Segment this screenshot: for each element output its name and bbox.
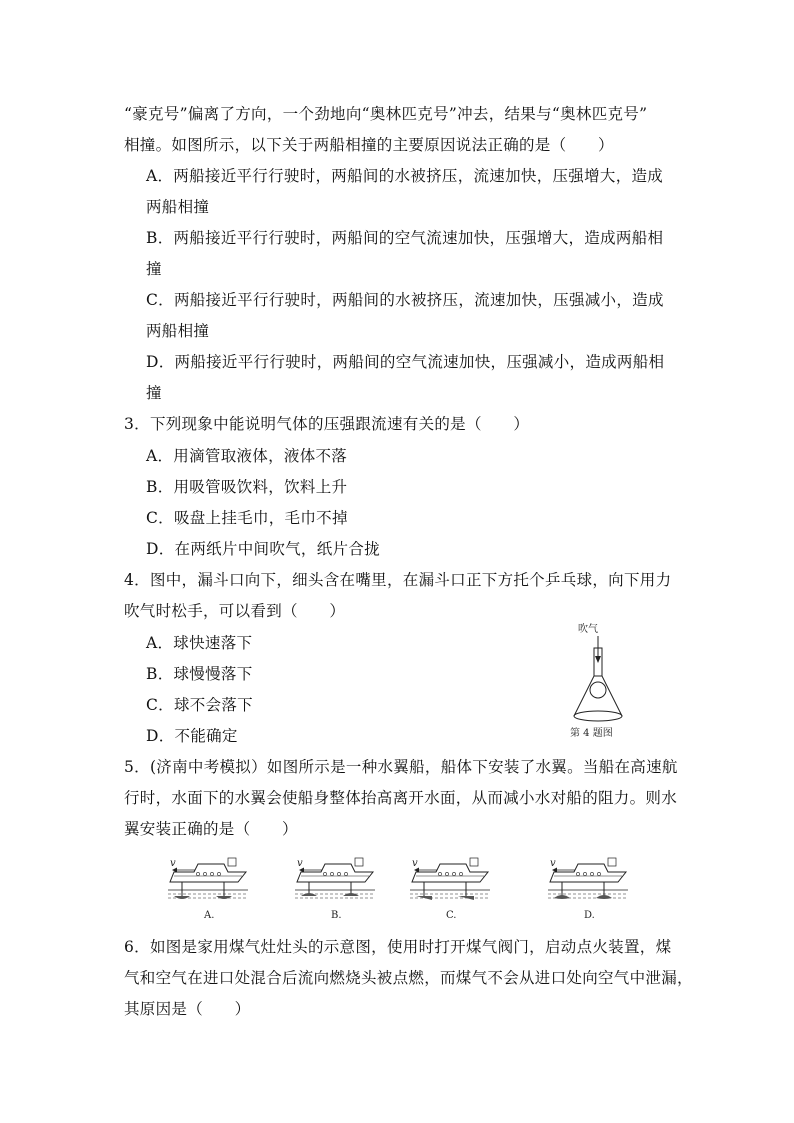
label-c: C. — [446, 910, 457, 921]
label-a: A. — [204, 910, 215, 921]
q2-stem-line1: “豪克号”偏离了方向，一个劲地向“奥林匹克号”冲去，结果与“奥林匹克号” — [124, 105, 648, 123]
q3-option-b: B．用吸管吸饮料，饮料上升 — [146, 478, 348, 496]
q2-option-a-line2: 两船相撞 — [146, 198, 210, 216]
velocity-label-a: v — [170, 858, 176, 869]
q2-option-d-line2: 撞 — [146, 384, 162, 402]
funnel-figure — [560, 618, 650, 743]
q5-stem-line3: 翼安装正确的是（ ） — [124, 820, 298, 838]
figure-label-blow: 吹气 — [578, 624, 598, 635]
q4-option-d: D．不能确定 — [146, 727, 238, 745]
q2-option-a-line1: A．两船接近平行行驶时，两船间的水被挤压，流速加快，压强增大，造成 — [146, 167, 664, 185]
q4-stem-line1: 4．图中，漏斗口向下，细头含在嘴里，在漏斗口正下方托个乒乓球，向下用力 — [124, 571, 672, 589]
option-c-boat — [410, 858, 490, 921]
q6-stem-line3: 其原因是（ ） — [124, 1000, 251, 1018]
velocity-label-d: v — [550, 858, 556, 869]
label-b: B. — [331, 910, 342, 921]
q3-option-a: A．用滴管取液体，液体不落 — [146, 447, 348, 465]
velocity-label-b: v — [297, 858, 303, 869]
q6-stem-line1: 6．如图是家用煤气灶灶头的示意图，使用时打开煤气阀门，启动点火装置，煤 — [124, 938, 672, 956]
hydrofoil-figure — [160, 852, 640, 922]
q4-option-b: B．球慢慢落下 — [146, 665, 253, 683]
figure-caption-q4: 第 4 题图 — [570, 728, 613, 739]
q3-option-d: D．在两纸片中间吹气，纸片合拢 — [146, 540, 380, 558]
q4-option-a: A．球快速落下 — [146, 634, 253, 652]
option-d-boat — [548, 858, 628, 921]
q2-option-c-line2: 两船相撞 — [146, 322, 210, 340]
label-d: D. — [584, 910, 595, 921]
option-b-boat — [295, 858, 375, 921]
ping-pong-ball — [590, 682, 606, 698]
q2-stem-line2: 相撞。如图所示，以下关于两船相撞的主要原因说法正确的是（ ） — [124, 136, 614, 154]
q2-option-d-line1: D．两船接近平行行驶时，两船间的空气流速加快，压强减小，造成两船相 — [146, 353, 665, 371]
q6-stem-line2: 气和空气在进口处混合后流向燃烧头被点燃，而煤气不会从进口处向空气中泄漏， — [124, 969, 693, 987]
q5-stem-line1: 5．(济南中考模拟）如图所示是一种水翼船，船体下安装了水翼。当船在高速航 — [124, 758, 678, 776]
q2-option-c-line1: C．两船接近平行行驶时，两船间的水被挤压，流速加快，压强减小，造成 — [146, 291, 664, 309]
q2-option-b-line1: B．两船接近平行行驶时，两船间的空气流速加快，压强增大，造成两船相 — [146, 229, 664, 247]
velocity-label-c: v — [412, 858, 418, 869]
q3-stem: 3．下列现象中能说明气体的压强跟流速有关的是（ ） — [124, 415, 530, 433]
q4-stem-line2: 吹气时松手，可以看到（ ） — [124, 602, 346, 620]
q2-option-b-line2: 撞 — [146, 260, 162, 278]
q3-option-c: C．吸盘上挂毛巾，毛巾不掉 — [146, 509, 348, 527]
option-a-boat — [168, 858, 248, 921]
q4-option-c: C．球不会落下 — [146, 696, 253, 714]
q5-stem-line2: 行时，水面下的水翼会使船身整体抬高离开水面，从而减小水对船的阻力。则水 — [124, 789, 678, 807]
